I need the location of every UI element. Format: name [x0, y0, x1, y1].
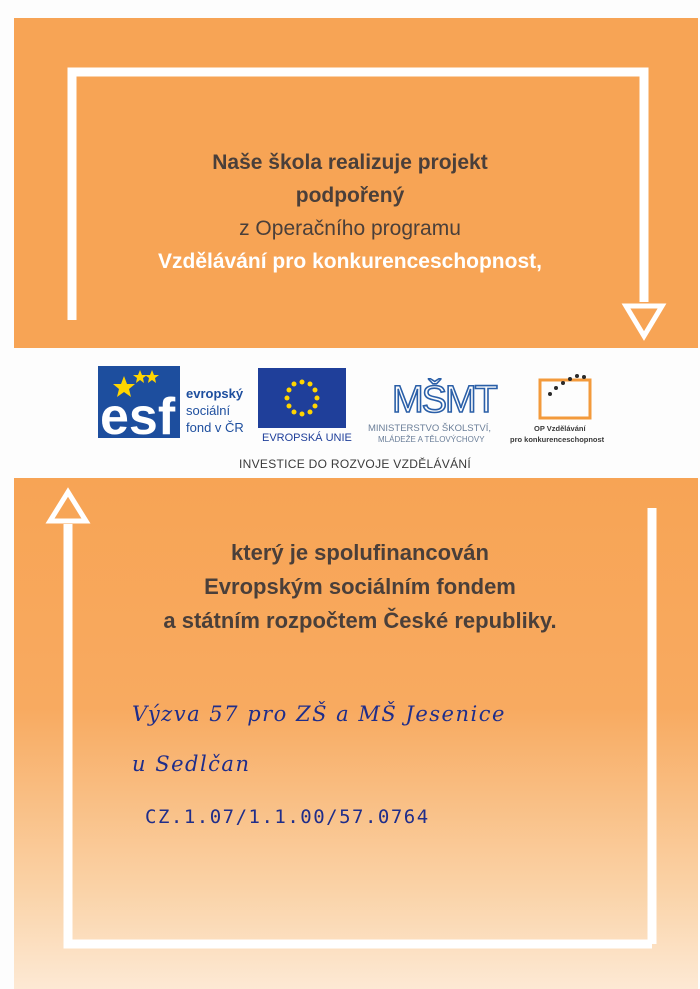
intro-line-4: Vzdělávání pro konkurenceschopnost, [158, 250, 542, 273]
esf-text-3: fond v ČR [186, 420, 244, 435]
intro-line-1: Naše škola realizuje projekt [212, 151, 488, 174]
funding-line-3: a státním rozpočtem České republiky. [163, 608, 557, 633]
esf-text-1: evropský [186, 386, 244, 401]
handwritten-line-1: Výzva 57 pro ZŠ a MŠ Jesenice [132, 702, 506, 726]
op-frame-icon [540, 380, 590, 418]
op-vk-logo [510, 374, 605, 444]
intro-line-3: z Operačního programu [239, 217, 461, 240]
esf-word: esf [100, 388, 176, 446]
down-arrow-icon [626, 306, 662, 336]
msmt-text-1: MINISTERSTVO ŠKOLSTVÍ, [368, 423, 491, 434]
msmt-mark: MŠMT [392, 379, 496, 421]
logos-caption: INVESTICE DO ROZVOJE VZDĚLÁVÁNÍ [238, 457, 471, 471]
op-text-1: OP Vzdělávání [534, 424, 586, 433]
intro-line-2: podpořený [295, 184, 405, 207]
intro-text [80, 146, 620, 278]
handwritten-project-code: CZ.1.07/1.1.00/57.0764 [145, 806, 430, 828]
msmt-logo [368, 377, 498, 444]
esf-text-2: sociální [186, 403, 231, 418]
eu-logo [258, 368, 352, 444]
funding-line-2: Evropským sociálním fondem [204, 574, 516, 599]
op-dots-icon [548, 374, 586, 396]
esf-logo [98, 366, 244, 446]
op-text-2: pro konkurenceschopnost [510, 435, 605, 444]
funding-text [80, 536, 640, 638]
eu-flag [258, 368, 346, 428]
handwritten-line-2: u Sedlčan [132, 752, 251, 776]
funding-line-1: který je spolufinancován [231, 540, 489, 565]
msmt-text-2: MLÁDEŽE A TĚLOVÝCHOVY [378, 435, 485, 444]
up-arrow-icon [50, 492, 86, 521]
eu-caption: EVROPSKÁ UNIE [262, 432, 352, 444]
